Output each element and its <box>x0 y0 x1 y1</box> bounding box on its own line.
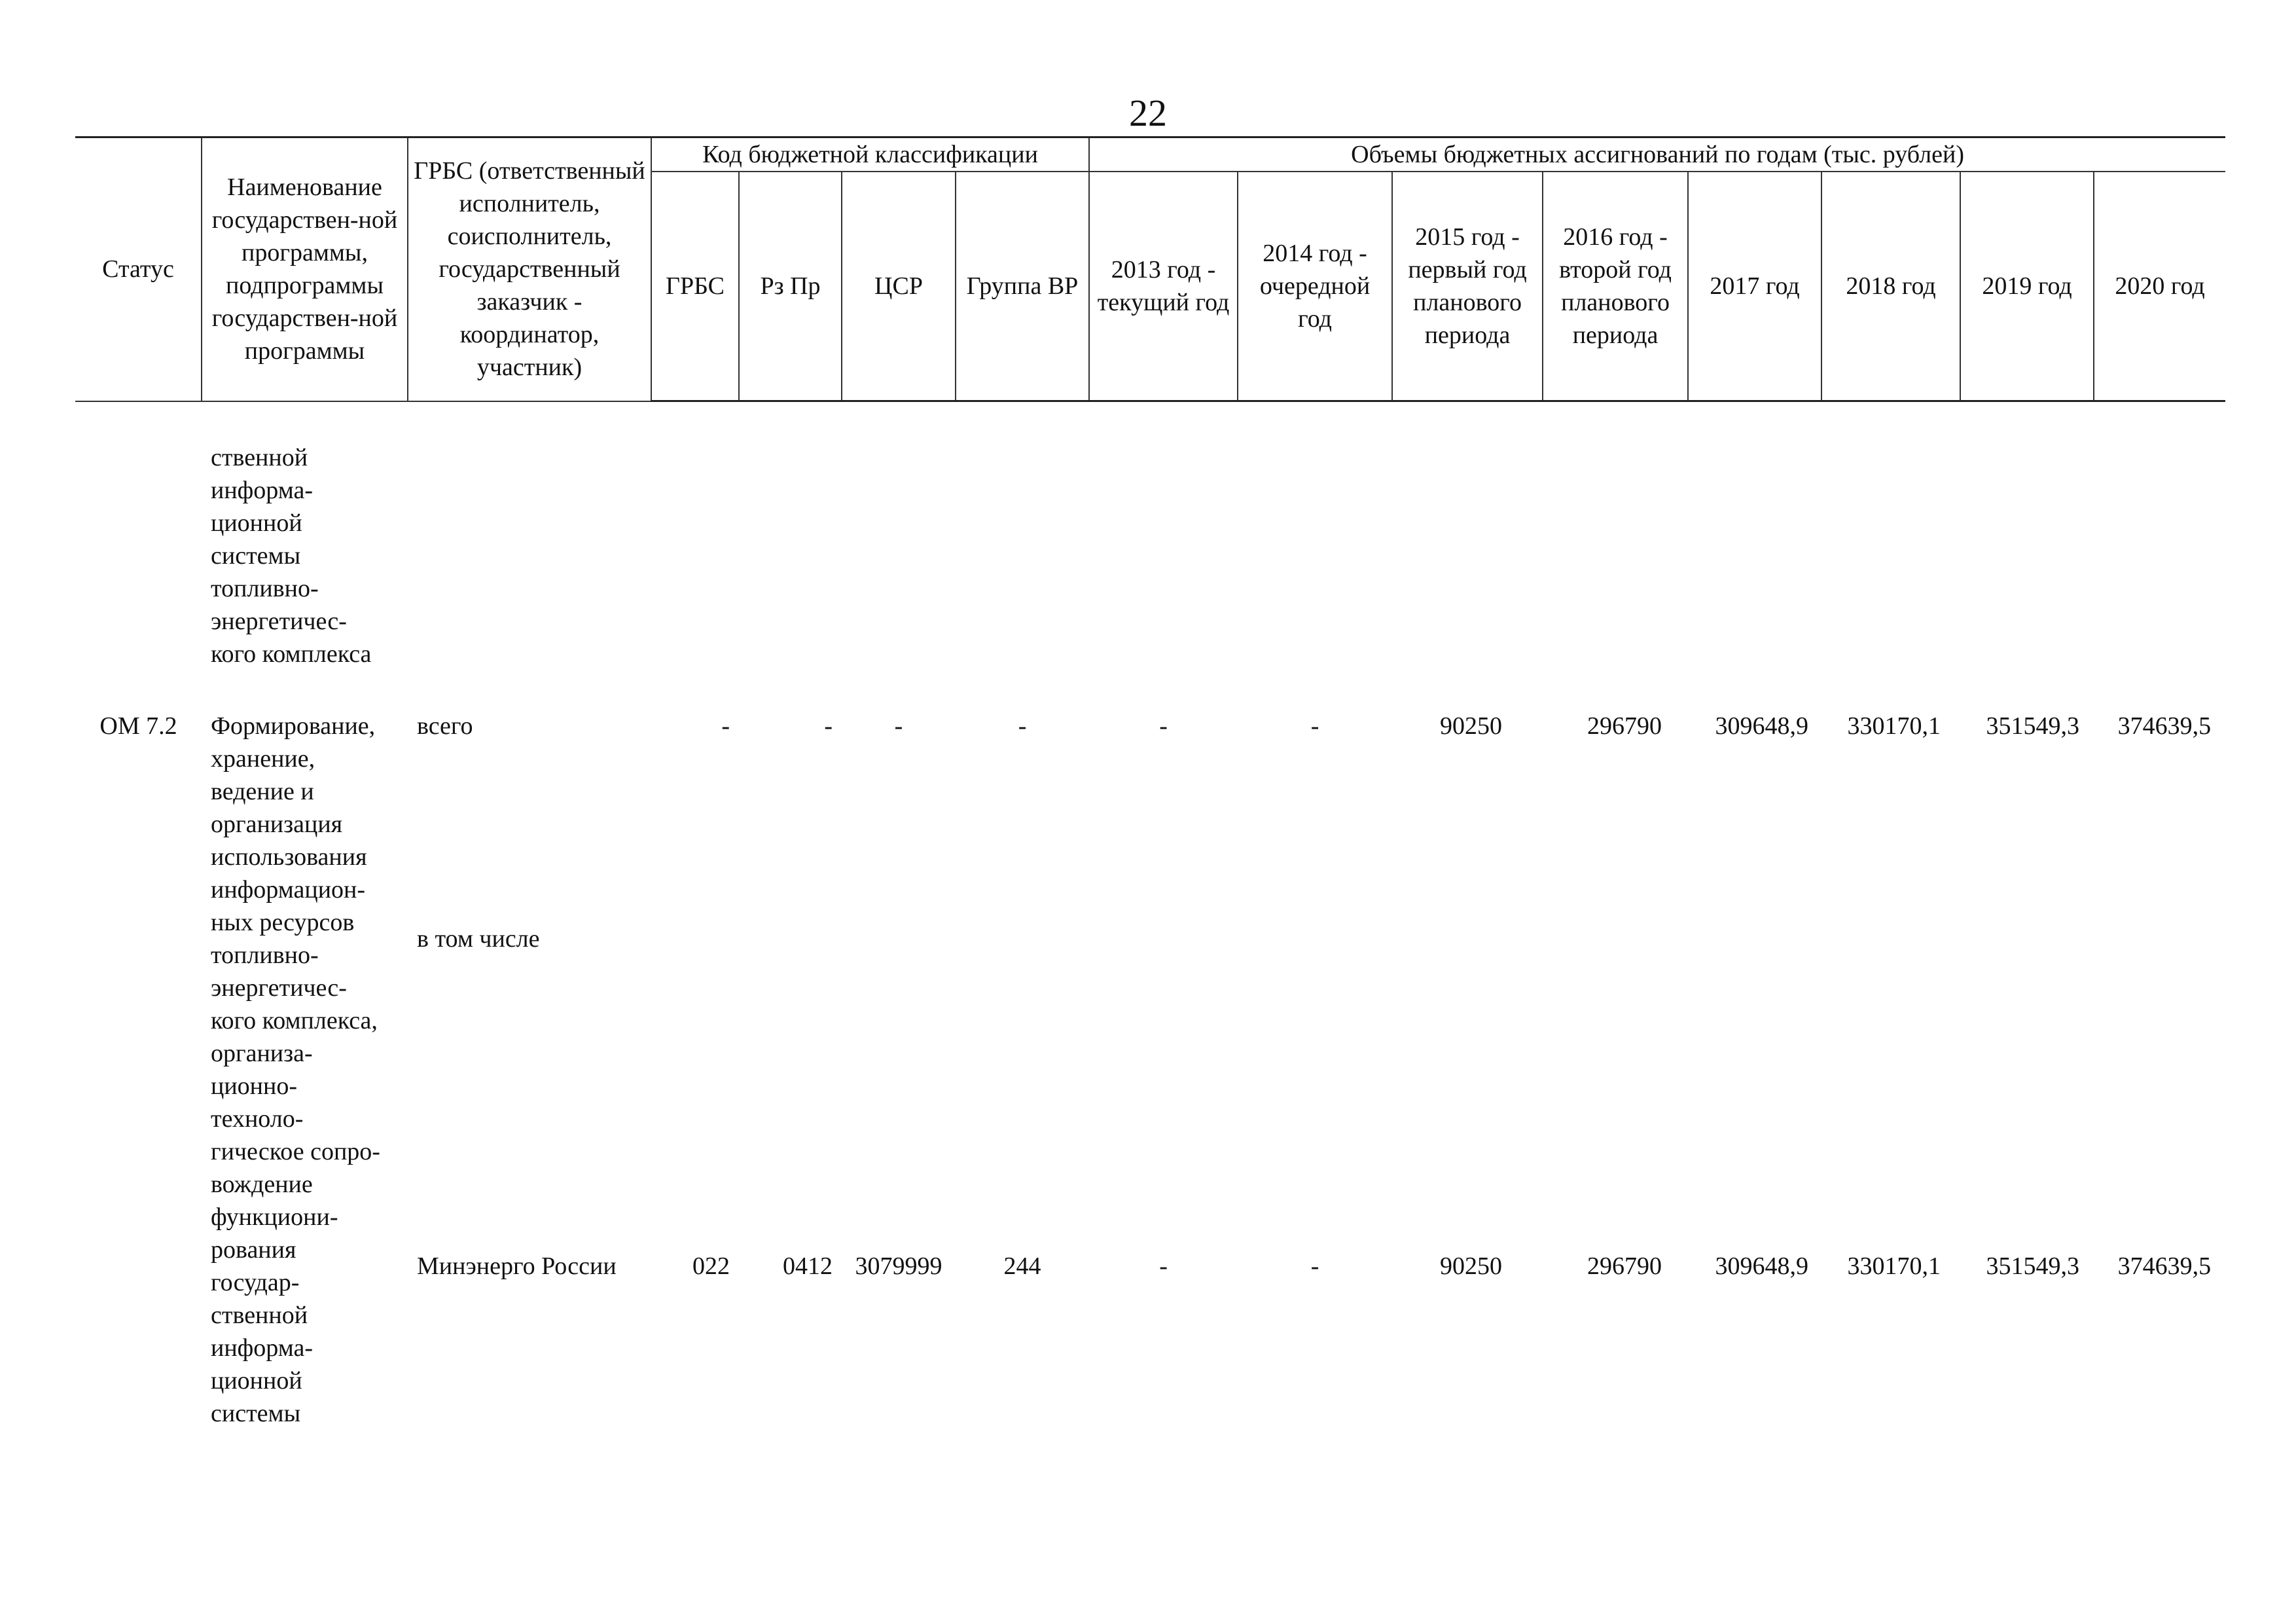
ministry-value-2014: - <box>1310 1252 1319 1280</box>
continuation-row <box>75 441 2225 670</box>
name-line: хранение, <box>211 745 315 773</box>
ministry-code-rzpr: 0412 <box>783 1252 833 1280</box>
name-line: информа- <box>211 477 314 504</box>
budget-table <box>75 136 2225 1430</box>
ministry-code-grbs: 022 <box>692 1252 730 1280</box>
header-year-2016: 2016 год - второй год планового периода <box>1543 172 1688 401</box>
name-line: информа- <box>211 1334 314 1362</box>
name-line: рования <box>211 1236 296 1264</box>
total-label: всего <box>417 712 473 740</box>
ministry-value-2016: 296790 <box>1587 1252 1662 1280</box>
total-value-2018: 330170,1 <box>1847 712 1941 740</box>
name-line: энергетичес- <box>211 974 347 1002</box>
header-year-2017: 2017 год <box>1688 172 1821 401</box>
total-value-2013: - <box>1159 712 1168 740</box>
header-year-2019: 2019 год <box>1960 172 2094 401</box>
total-value-2020: 374639,5 <box>2117 712 2212 740</box>
table-row-total <box>75 710 2225 890</box>
name-line: ведение и <box>211 778 314 805</box>
name-line: информацион- <box>211 876 366 903</box>
total-value-2016: 296790 <box>1587 712 1662 740</box>
header-program-name: Наименование государствен-ной программы, подпрограммы государствен-ной программы <box>202 137 408 401</box>
header-year-2013: 2013 год - текущий год <box>1089 172 1238 401</box>
total-code-csr: - <box>894 712 903 740</box>
row-name <box>202 710 408 1430</box>
ministry-code-vr: 244 <box>1003 1252 1041 1280</box>
name-line: техноло- <box>211 1105 304 1133</box>
continuation-name <box>202 441 408 670</box>
ministry-label: Минэнерго России <box>417 1252 617 1280</box>
name-line: ционной <box>211 1367 302 1395</box>
name-line: системы <box>211 542 301 570</box>
total-code-vr: - <box>1018 712 1027 740</box>
name-line: организация <box>211 811 343 838</box>
name-line: кого комплекса, <box>211 1007 378 1034</box>
name-line: энергетичес- <box>211 608 347 635</box>
total-code-rzpr: - <box>824 712 833 740</box>
header-year-2018: 2018 год <box>1821 172 1960 401</box>
ministry-value-2017: 309648,9 <box>1715 1252 1809 1280</box>
name-line: Формирование, <box>211 712 376 740</box>
name-line: ственной <box>211 444 308 471</box>
header-status: Статус <box>75 137 202 401</box>
header-year-2015: 2015 год - первый год планового периода <box>1392 172 1543 401</box>
name-line: топливно- <box>211 941 319 969</box>
header-code-csr: ЦСР <box>842 172 956 401</box>
header-year-2014: 2014 год - очередной год <box>1238 172 1392 401</box>
name-line: ственной <box>211 1302 308 1329</box>
total-value-2019: 351549,3 <box>1986 712 2080 740</box>
total-value-2017: 309648,9 <box>1715 712 1809 740</box>
header-code-vr: Группа ВР <box>956 172 1089 401</box>
total-value-2015: 90250 <box>1440 712 1503 740</box>
name-line: кого комплекса <box>211 640 372 668</box>
name-line: вождение <box>211 1171 313 1198</box>
header-grbs-role: ГРБС (ответственный исполнитель, соисполнитель, государственный заказчик - координатор, участник) <box>408 137 651 401</box>
page-number: 22 <box>1129 92 1167 134</box>
name-line: ционной <box>211 509 302 537</box>
ministry-value-2019: 351549,3 <box>1986 1252 2080 1280</box>
header-code-rzpr: Рз Пр <box>739 172 842 401</box>
total-code-grbs: - <box>721 712 730 740</box>
ministry-value-2020: 374639,5 <box>2117 1252 2212 1280</box>
including-label: в том числе <box>417 925 540 953</box>
ministry-value-2013: - <box>1159 1252 1168 1280</box>
ministry-value-2015: 90250 <box>1440 1252 1503 1280</box>
name-line: ционно- <box>211 1072 297 1100</box>
name-line: системы <box>211 1400 301 1427</box>
name-line: организа- <box>211 1040 313 1067</box>
name-line: гическое сопро- <box>211 1138 380 1165</box>
header-volumes-group: Объемы бюджетных ассигнований по годам (тыс. рублей) <box>1089 137 2225 172</box>
row-status: ОМ 7.2 <box>99 712 177 740</box>
ministry-code-csr: 3079999 <box>855 1252 942 1280</box>
header-year-2020: 2020 год <box>2094 172 2225 401</box>
ministry-value-2018: 330170,1 <box>1847 1252 1941 1280</box>
name-line: топливно- <box>211 575 319 602</box>
name-line: государ- <box>211 1269 300 1296</box>
name-line: использования <box>211 843 367 871</box>
total-value-2014: - <box>1310 712 1319 740</box>
name-line: функциони- <box>211 1203 338 1231</box>
name-line: ных ресурсов <box>211 909 355 936</box>
header-budget-code-group: Код бюджетной классификации <box>651 137 1089 172</box>
header-code-grbs: ГРБС <box>651 172 739 401</box>
